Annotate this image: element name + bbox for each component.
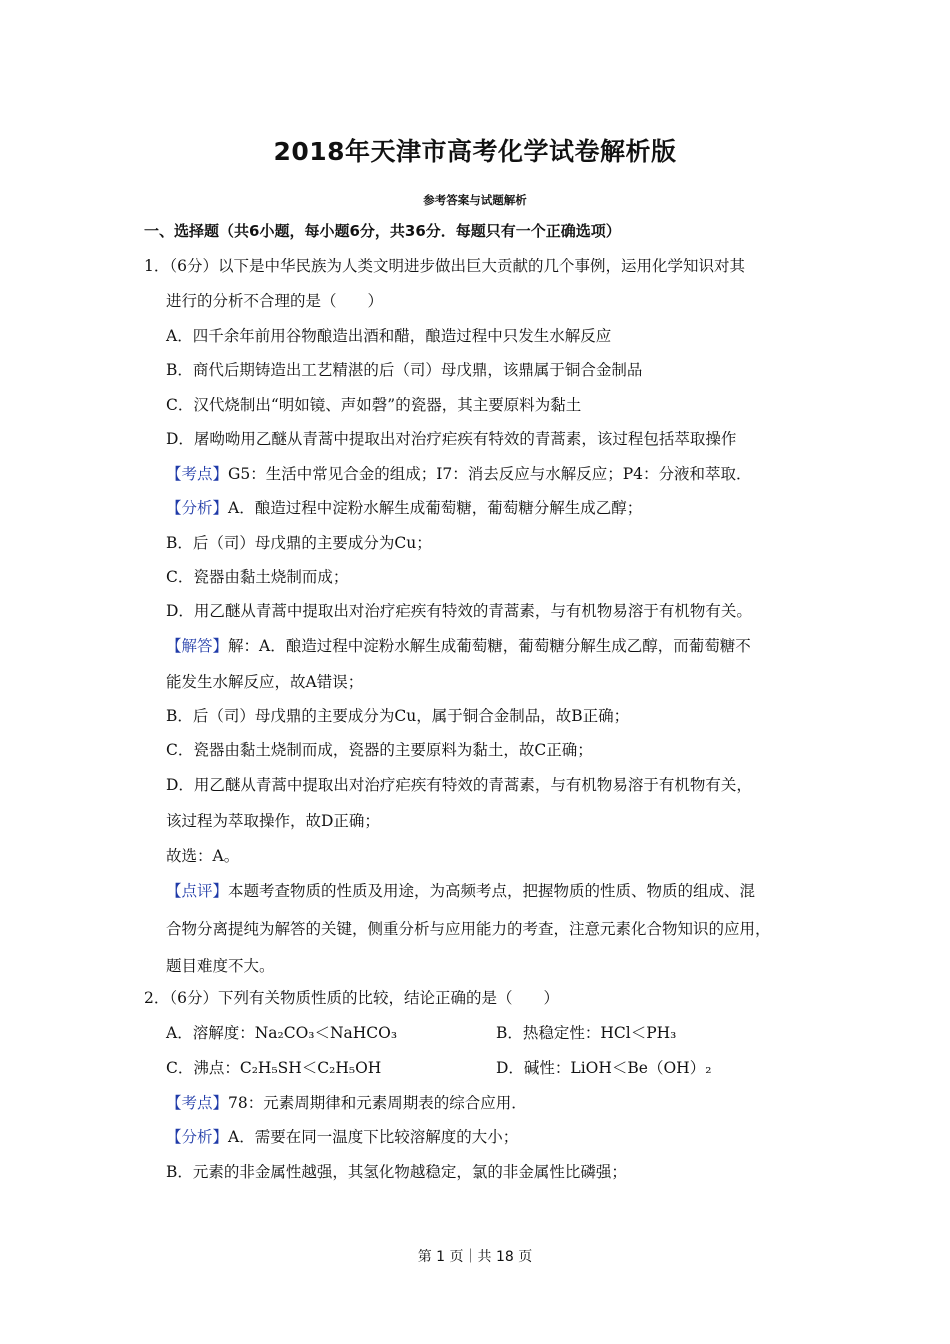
- q1-jieda-a2: 能发生水解反应，故A错误；: [166, 673, 364, 691]
- q1-dianping: [166, 880, 755, 902]
- q1-stem-line-1: 1．（6分）以下是中华民族为人类文明进步做出巨大贡献的几个事例，运用化学知识对其: [144, 257, 745, 275]
- q1-jieda-d2: 该过程为萃取操作，故D正确；: [166, 812, 380, 830]
- q1-option-d: D．屠呦呦用乙醚从青蒿中提取出对治疗疟疾有特效的青蒿素，该过程包括萃取操作: [166, 430, 737, 448]
- q2-option-a: A．溶解度：Na₂CO₃＜NaHCO₃: [166, 1024, 398, 1042]
- q1-fenxi-b: B．后（司）母戊鼎的主要成分为Cu；: [166, 534, 432, 552]
- q2-stem: 2．（6分）下列有关物质性质的比较，结论正确的是（ ）: [144, 989, 559, 1007]
- section-heading: 一、选择题（共6小题，每小题6分，共36分．每题只有一个正确选项）: [144, 222, 621, 240]
- q1-jieda-b: B．后（司）母戊鼎的主要成分为Cu，属于铜合金制品，故B正确；: [166, 707, 630, 725]
- jieda-text: 解：A．酿造过程中淀粉水解生成葡萄糖，葡萄糖分解生成乙醇，而葡萄糖不: [228, 637, 751, 655]
- dianping-text: 本题考查物质的性质及用途，为高频考点，把握物质的性质、物质的组成、混: [228, 882, 756, 900]
- q1-dianping-3: 题目难度不大。: [166, 957, 275, 975]
- q1-jieda: [166, 635, 751, 657]
- q2-option-d: D．碱性：LiOH＜Be（OH）₂: [496, 1059, 712, 1077]
- kaodian-tag: 【考点】: [166, 465, 229, 483]
- kaodian-text: 78：元素周期律和元素周期表的综合应用．: [228, 1094, 527, 1112]
- q1-dianping-2: 合物分离提纯为解答的关键，侧重分析与应用能力的考查，注意元素化合物知识的应用，: [166, 920, 771, 938]
- kaodian-tag: 【考点】: [166, 1094, 229, 1112]
- q1-kaodian: [166, 463, 752, 485]
- q2-option-c: C．沸点：C₂H₅SH＜C₂H₅OH: [166, 1059, 382, 1077]
- q1-fenxi: [166, 497, 642, 519]
- q1-fenxi-d: D．用乙醚从青蒿中提取出对治疗疟疾有特效的青蒿素，与有机物易溶于有机物有关。: [166, 602, 752, 620]
- fenxi-text: A．需要在同一温度下比较溶解度的大小；: [228, 1128, 519, 1146]
- fenxi-tag: 【分析】: [166, 499, 229, 517]
- q2-option-b: B．热稳定性：HCl＜PH₃: [496, 1024, 677, 1042]
- fenxi-text: A．酿造过程中淀粉水解生成葡萄糖，葡萄糖分解生成乙醇；: [228, 499, 643, 517]
- q1-stem-line-2: 进行的分析不合理的是（ ）: [166, 292, 384, 310]
- q1-fenxi-c: C．瓷器由黏土烧制而成；: [166, 568, 349, 586]
- q1-jieda-c: C．瓷器由黏土烧制而成，瓷器的主要原料为黏土，故C正确；: [166, 741, 593, 759]
- q1-jieda-d1: D．用乙醚从青蒿中提取出对治疗疟疾有特效的青蒿素，与有机物易溶于有机物有关，: [166, 776, 752, 794]
- q2-kaodian: [166, 1092, 527, 1114]
- dianping-tag: 【点评】: [166, 882, 229, 900]
- q1-option-a: A．四千余年前用谷物酿造出酒和醋，酿造过程中只发生水解反应: [166, 327, 612, 345]
- kaodian-text: G5：生活中常见合金的组成；I7：消去反应与水解反应；P4：分液和萃取．: [228, 465, 752, 483]
- q1-option-b: B．商代后期铸造出工艺精湛的后（司）母戊鼎，该鼎属于铜合金制品: [166, 361, 643, 379]
- page-subtitle: 参考答案与试题解析: [423, 193, 527, 207]
- page-title: 2018年天津市高考化学试卷解析版: [273, 137, 677, 166]
- jieda-tag: 【解答】: [166, 637, 229, 655]
- fenxi-tag: 【分析】: [166, 1128, 229, 1146]
- q2-fenxi-b: B．元素的非金属性越强，其氢化物越稳定，氯的非金属性比磷强；: [166, 1163, 627, 1181]
- q2-fenxi: [166, 1126, 518, 1148]
- page-footer: 第 1 页｜共 18 页: [417, 1249, 533, 1265]
- q1-option-c: C．汉代烧制出“明如镜、声如磬”的瓷器，其主要原料为黏土: [166, 396, 582, 414]
- q1-answer: 故选：A。: [166, 847, 240, 865]
